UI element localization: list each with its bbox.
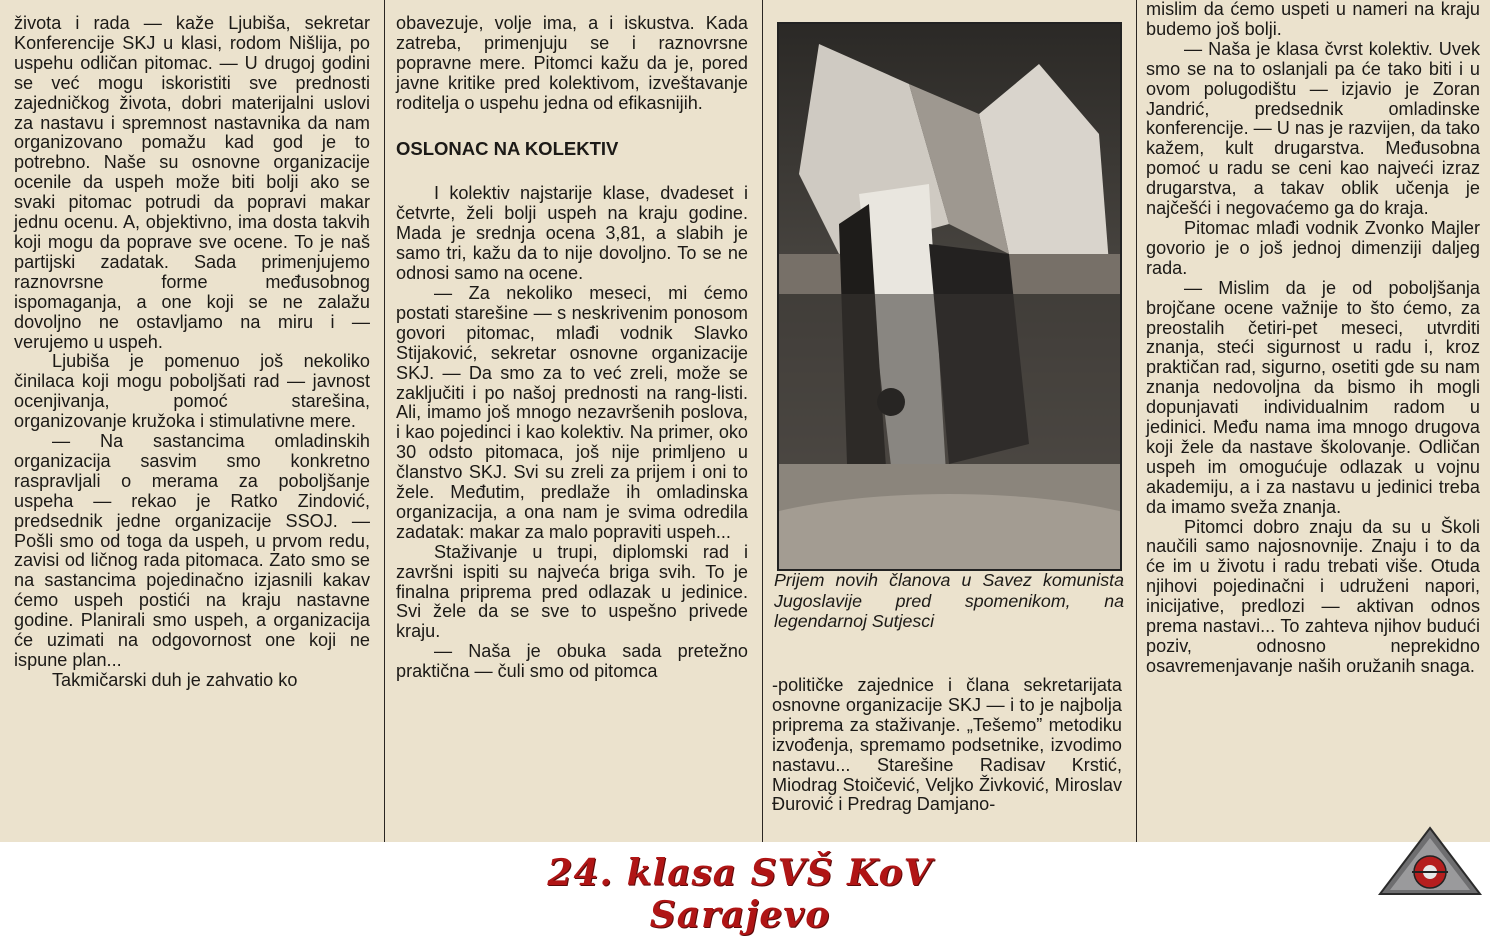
paragraph: obavezuje, volje ima, a i iskustva. Kada zatreba, primenjuju se i raznovrsne popravne mere. Pitomci kažu da je, pored javne kritike pred kolektivom, izveštavanje roditelja o uspehu jedna od efikasnijih.: [396, 13, 748, 113]
paragraph: — Za nekoliko meseci, mi ćemo postati starešine — s neskrivenim ponosom govori pitomac, mlađi vodnik Slavko Stijaković, sekretar osnovne organizacije SKJ. — Da smo za to već zreli, može se zaključiti i po našoj prednosti na rang-listi. Ali, imamo još mnogo nezavršenih poslova, i kao pojedinci i kao kolektiv. Na primer, oko 30 odsto pitomaca, još nije primljeno u članstvo SKJ. Svi su zreli za prijem i oni to žele. Međutim, predlaže ih omladinska organizacija, a ona nam je svima odredila zadatak: makar za malo popraviti uspeh...: [396, 282, 748, 542]
photo-illustration: [779, 24, 1120, 569]
paragraph: — Naša je obuka sada pretežno praktična — čuli smo od pitomca: [396, 641, 748, 682]
column-divider: [1136, 0, 1137, 842]
paragraph: života i rada — kaže Ljubiša, sekretar Konferencije SKJ u klasi, rodom Nišlija, po uspehu odličan pitomac. — U drugoj godini se već mogu iskoristiti sve prednosti zajedničkog života, dobri materijalni uslovi za nastavu i spremnost nastavnika da nam organizovano pomažu kad god je to potrebno. Naše su osnovne organizacije ocenile da uspeh može biti bolji ako se svaki pitomac potrudi da popravi makar jednu ocenu. A, objektivno, ima dosta takvih koji mogu da poprave sve ocene. To je naš partijski zadatak. Sada primenjujemo raznovrsne forme međusobnog ispomaganja, a one koji se ne zalažu dovoljno ne ostavljamo na miru i — verujemo u uspeh.: [14, 13, 370, 352]
column-divider: [384, 0, 385, 842]
paragraph: — Na sastancima omladinskih organizacija sasvim smo konkretno raspravljali o merama za poboljšanje uspeha — rekao je Ratko Zindović, predsednik jedne organizacije SSOJ. — Pošli smo od toga da uspeh, u prvom redu, zavisi od ličnog rada pitomaca. Zato smo se na sastancima pojedinačno izjasnili kakav ćemo uspeh postići na kraju nastavne godine. Planirali smo uspeh, a organizacija će uzimati na odgovornost one koji ne ispune plan...: [14, 431, 370, 670]
paragraph: I kolektiv najstarije klase, dvadeset i četvrte, želi bolji uspeh na kraju godine. Mada je srednja ocena 3,81, a slabih je samo tri, kažu da to nije dovoljno. To se ne odnosi samo na ocene.: [396, 183, 748, 284]
photo-caption: Prijem novih članova u Savez komunista Jugoslavije pred spomenikom, na legendarnoj Sutjesci: [774, 570, 1124, 631]
footer-title: 24. klasa SVŠ KoV Sarajevo: [547, 852, 933, 936]
school-emblem-icon: [1376, 826, 1484, 898]
paragraph: — Naša je klasa čvrst kolektiv. Uvek smo se na to oslanjali pa će tako biti i u ovom polugodištu — izjavio je Zoran Jandrić, predsednik omladinske konferencije. — U nas je razvijen, da tako kažem, kult drugarstva. Međusobna pomoć u radu se ceni kao najveći izraz drugarstva, a takav oblik učenja je najčešći i negovaćemo ga do kraja.: [1146, 38, 1480, 219]
paragraph: Takmičarski duh je zahvatio ko: [52, 669, 298, 690]
monument-photo: [777, 22, 1122, 571]
column-divider: [762, 0, 763, 842]
paragraph: -političke zajednice i člana sekretarijata osnovne organizacije SKJ — i to je najbolja priprema za staživanje. „Tešemo” metodiku izvođenja, spremamo podsetnike, izvodimo nastavu... Starešine Radisav Krstić, Miodrag Stoičević, Veljko Živković, Miroslav Đurović i Predrag Damjano-: [772, 675, 1122, 815]
column-4: [1146, 0, 1480, 677]
paragraph: — Mislim da je od poboljšanja brojčane ocene važnije to što ćemo, za preostalih četiri-pet meseci, utvrditi znanja, steći sigurnost u radu i, kroz praktičan rad, sigurno, osetiti gde su nam znanja nedovoljna da bismo ih mogli dopunjavati individualnim radom u jedinici. Među nama ima mnogo drugova koji žele da nastave školovanje. Odličan uspeh im omogućuje odlazak u vojnu akademiju, a i za nastavu u jedinici treba da imamo sveža znanja.: [1146, 277, 1480, 517]
paragraph: Staživanje u trupi, diplomski rad i završni ispiti su najveća briga svih. To je finalna priprema pred odlazak u jedinice. Svi žele da se sve to uspešno privede kraju.: [396, 541, 748, 642]
paragraph: mislim da ćemo uspeti u nameri na kraju budemo još bolji.: [1146, 0, 1480, 39]
section-heading: OSLONAC NA KOLEKTIV: [396, 137, 619, 159]
paragraph: Ljubiša je pomenuo još nekoliko činilaca koji mogu poboljšati rad — javnost ocenjivanja, pomoć starešina, organizovanje kružoka i stimulativne mere.: [14, 351, 370, 432]
paragraph: Pitomac mlađi vodnik Zvonko Majler govorio je o još jednoj dimenziji daljeg rada.: [1146, 217, 1480, 278]
column-3-bottom: [772, 676, 1122, 815]
paragraph: Pitomci dobro znaju da su u Školi naučili samo najosnovnije. Znaju i to da će im u životu i radu trebati više. Otuda njihovi pojedinačni i udruženi napori, inicijative, predlozi — aktivan odnos prema nastavi... To zahteva njihov budući poziv, odnosno neprekidno osavremenjavanje naših oružanih snaga.: [1146, 516, 1480, 676]
column-2: [396, 14, 748, 682]
column-1: [14, 14, 370, 691]
